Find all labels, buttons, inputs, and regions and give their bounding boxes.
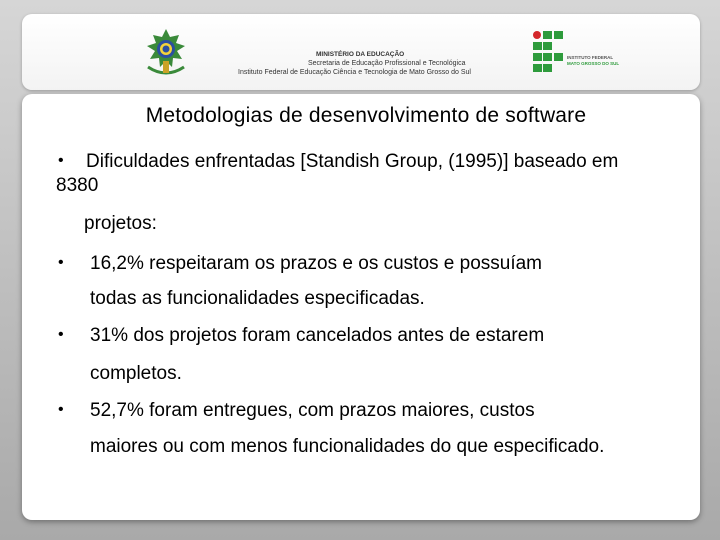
bullet-marker: • (58, 254, 64, 271)
list-item-2-line-1 (90, 325, 544, 347)
list-item-3-percent: 52,7% (90, 400, 144, 421)
intro-text-line-3: projetos: (84, 213, 157, 234)
brazil-coat-of-arms-icon (142, 27, 190, 79)
slide-title: Metodologias de desenvolvimento de software (145, 104, 587, 127)
if-name-line-1: INSTITUTO FEDERAL (567, 55, 614, 60)
list-item-3-line-1 (90, 400, 535, 422)
bullet-marker: • (58, 152, 64, 169)
list-item-1-line-1 (90, 253, 542, 275)
list-item-1-percent: 16,2% (90, 253, 144, 274)
ministry-header-text (238, 50, 498, 77)
list-item-1-text: respeitaram os prazos e os custos e possuíam (149, 253, 543, 274)
intro-text-line-1: Dificuldades enfrentadas [Standish Group, (1995)] baseado em (86, 151, 619, 172)
if-name-text (567, 55, 627, 67)
list-item-2-text: dos projetos foram cancelados antes de estarem (133, 325, 545, 346)
bullet-marker: • (58, 326, 64, 343)
ministry-line-2: Secretaria de Educação Profissional e Tecnológica (308, 60, 466, 67)
list-item-3-text: foram entregues, com prazos maiores, custos (149, 400, 535, 421)
if-name-line-2: MATO GROSSO DO SUL (567, 61, 620, 66)
list-item-3-line-2: maiores ou com menos funcionalidades do que especificado. (90, 436, 605, 457)
if-logo-icon (532, 30, 566, 74)
ministry-line-3: Instituto Federal de Educação Ciência e Tecnologia de Mato Grosso do Sul (238, 69, 471, 76)
list-item-2-line-2: completos. (90, 363, 182, 384)
ministry-line-1: MINISTÉRIO DA EDUCAÇÃO (316, 51, 405, 58)
bullet-marker: • (58, 401, 64, 418)
intro-text-line-2: 8380 (56, 175, 99, 196)
list-item-2-percent: 31% (90, 325, 129, 346)
list-item-1-line-2: todas as funcionalidades especificadas. (90, 288, 425, 309)
